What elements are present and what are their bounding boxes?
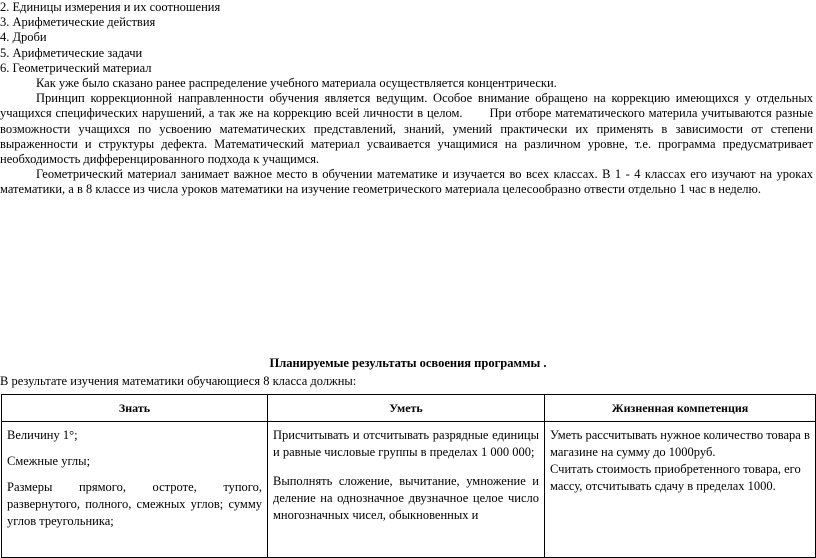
list-item: 5. Арифметические задачи [0,45,143,60]
section-heading: Планируемые результаты освоения программы . [269,356,547,370]
table-row [2,422,816,558]
cell-text: Считать стоимость приобретенного товара, его массу, отсчитывать сдачу в пределах 1000. [550,462,801,493]
column-header-know: Знать [2,395,268,422]
cell-text: Выполнять сложение, вычитание, умножение и деление на однозначное двузначное целое число многозначных чисел, обыкновенных и [273,474,539,522]
cell-text: Величину 1°; [7,428,78,442]
list-item: 6. Геометрический материал [0,60,152,75]
list-item: 4. Дроби [0,30,47,45]
cell-text: Размеры прямого, остроте, тупого, развернутого, полного, смежных углов; сумму углов треугольника; [7,480,262,528]
list-item: 3. Арифметические действия [0,15,156,30]
paragraph: Как уже было сказано ранее распределение учебного материала осуществляется концентрически. [36,76,557,91]
section-intro: В результате изучения математики обучающиеся 8 класса должны: [0,374,357,388]
cell-text: Смежные углы; [7,454,91,468]
table-header-row [2,395,816,422]
document-body [0,0,816,198]
column-header-competence: Жизненная компетенция [545,395,816,422]
table-cell-can [268,422,545,558]
list-item: 2. Единицы измерения и их соотношения [0,0,221,14]
paragraph: Геометрический материал занимает важное место в обучении математике и изучается во всех классах. В 1 - 4 классах его изучают на уроках математики, а в 8 классе из числа уроков математики на изучение геометрического материала целесообразно отвести отдельно 1 час в неделю. [0,167,813,197]
cell-text: Уметь рассчитывать нужное количество товара в магазине на сумму до 1000руб. [550,428,810,459]
table-cell-competence [545,422,816,558]
table-cell-know [2,422,268,558]
column-header-can: Уметь [268,395,545,422]
cell-text: Присчитывать и отсчитывать разрядные единицы и равные числовые группы в пределах 1 000 000; [273,428,539,459]
results-table [1,394,816,558]
paragraph: Принцип коррекционной направленности обучения является ведущим. Особое внимание обращено на коррекцию имеющихся у отдельных учащихся специфических нарушений, а так же на коррекцию всей личности в целом. При отборе математического материла учитываются разные возможности учащихся по усвоению математических представлений, знаний, умений практически их применять в зависимости от степени выраженности и структуры дефекта. Математический материал усваивается учащимися на различном уровне, т.е. программа предусматривает необходимость дифференцированного подхода к учащимся. [0,91,816,167]
